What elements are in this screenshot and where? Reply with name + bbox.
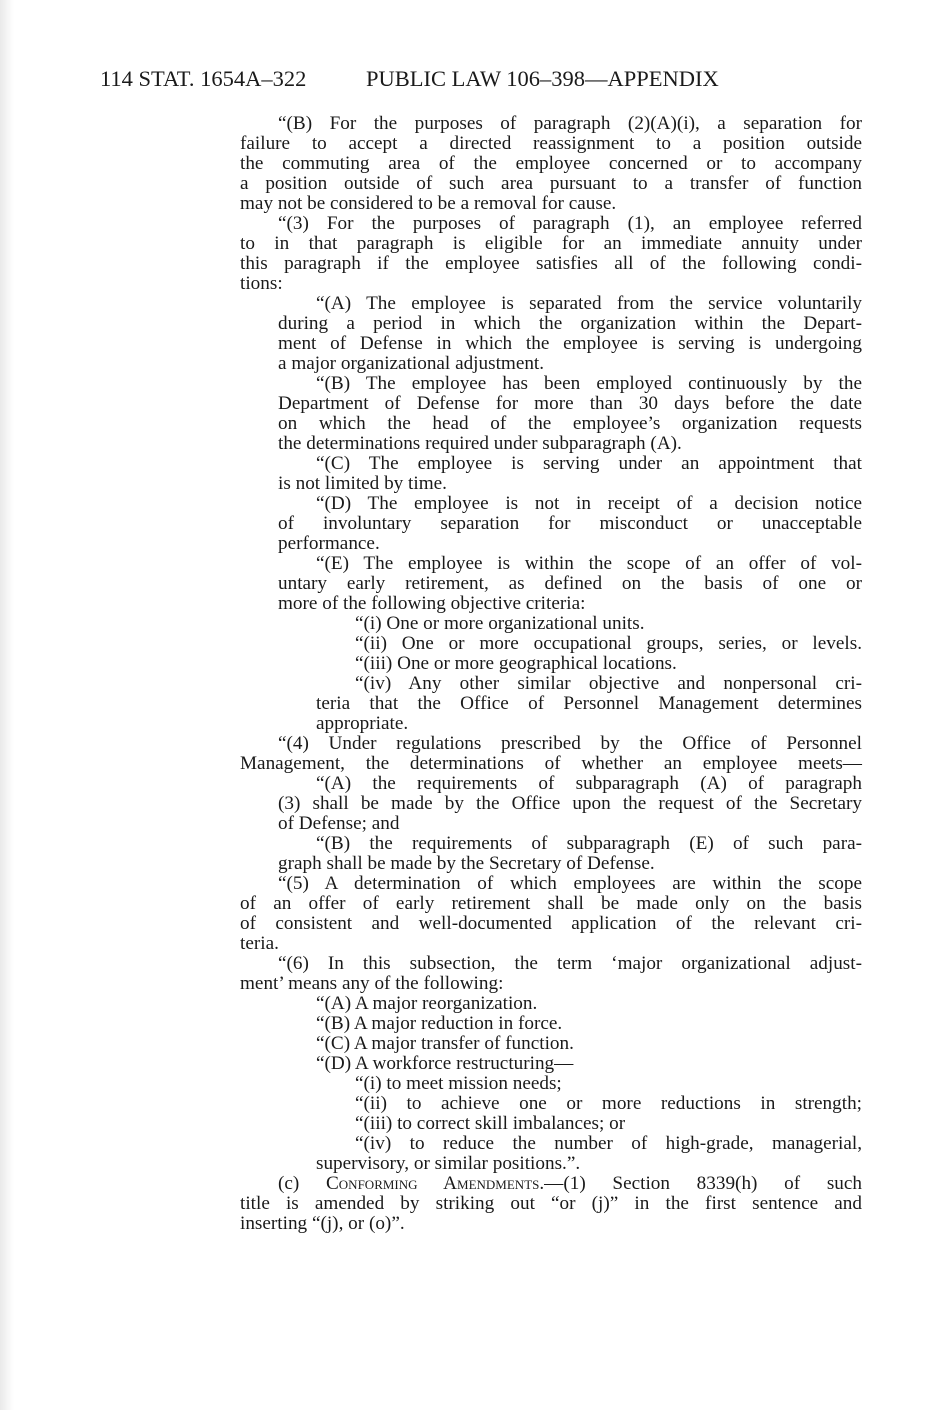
text-line: “(iv) Any other similar objective and nonpersonal cri- bbox=[355, 673, 862, 694]
text-line: “(C) A major transfer of function. bbox=[316, 1033, 574, 1054]
text-line: (c) Conforming Amendments.—(1) Section 8339(h) of such bbox=[278, 1173, 862, 1194]
text-line: “(B) The employee has been employed continuously by the bbox=[316, 373, 862, 394]
text-line: supervisory, or similar positions.”. bbox=[316, 1153, 581, 1174]
text-line: performance. bbox=[278, 533, 380, 554]
text-line: “(B) the requirements of subparagraph (E) of such para- bbox=[316, 833, 862, 854]
text-line: title is amended by striking out “or (j)” in the first sentence and bbox=[240, 1193, 862, 1214]
text-line: “(i) One or more organizational units. bbox=[355, 613, 645, 634]
text-line: a major organizational adjustment. bbox=[278, 353, 545, 374]
page-header bbox=[100, 64, 870, 94]
page-edge-shadow bbox=[0, 0, 14, 1410]
text-line: to in that paragraph is eligible for an immediate annuity under bbox=[240, 233, 862, 254]
text-line: the commuting area of the employee concerned or to accompany bbox=[240, 153, 862, 174]
text-line: “(E) The employee is within the scope of an offer of vol- bbox=[316, 553, 862, 574]
text-line: of an offer of early retirement shall be made only on the basis bbox=[240, 893, 862, 914]
text-line: “(D) The employee is not in receipt of a decision notice bbox=[316, 493, 862, 514]
text-line: “(3) For the purposes of paragraph (1), an employee referred bbox=[278, 213, 862, 234]
text-line: of involuntary separation for misconduct or unacceptable bbox=[278, 513, 862, 534]
text-line: during a period in which the organization within the Depart- bbox=[278, 313, 862, 334]
text-line: graph shall be made by the Secretary of Defense. bbox=[278, 853, 655, 874]
text-line: Management, the determinations of whether an employee meets— bbox=[240, 753, 862, 774]
text-line: “(B) For the purposes of paragraph (2)(A)(i), a separation for bbox=[278, 113, 862, 134]
text-line: untary early retirement, as defined on the basis of one or bbox=[278, 573, 862, 594]
text-line: teria that the Office of Personnel Management determines bbox=[316, 693, 862, 714]
text-line: a position outside of such area pursuant to a transfer of function bbox=[240, 173, 862, 194]
text-line: appropriate. bbox=[316, 713, 409, 734]
text-line: “(A) A major reorganization. bbox=[316, 993, 538, 1014]
text-line: failure to accept a directed reassignment to a position outside bbox=[240, 133, 862, 154]
text-line: is not limited by time. bbox=[278, 473, 447, 494]
text-line: “(ii) to achieve one or more reductions in strength; bbox=[355, 1093, 862, 1114]
text-line: this paragraph if the employee satisfies all of the following condi- bbox=[240, 253, 862, 274]
text-line: Department of Defense for more than 30 days before the date bbox=[278, 393, 862, 414]
text-line: “(A) the requirements of subparagraph (A) of paragraph bbox=[316, 773, 862, 794]
text-line: “(4) Under regulations prescribed by the Office of Personnel bbox=[278, 733, 862, 754]
text-line: of Defense; and bbox=[278, 813, 400, 834]
text-line: may not be considered to be a removal for cause. bbox=[240, 193, 617, 214]
text-line: “(D) A workforce restructuring— bbox=[316, 1053, 574, 1074]
text-line: (3) shall be made by the Office upon the request of the Secretary bbox=[278, 793, 862, 814]
text-line: “(A) The employee is separated from the service voluntarily bbox=[316, 293, 862, 314]
text-line: “(i) to meet mission needs; bbox=[355, 1073, 562, 1094]
text-line: inserting “(j), or (o)”. bbox=[240, 1213, 405, 1234]
text-line: “(5) A determination of which employees are within the scope bbox=[278, 873, 862, 894]
text-line: “(B) A major reduction in force. bbox=[316, 1013, 563, 1034]
text-line: “(6) In this subsection, the term ‘major organizational adjust- bbox=[278, 953, 862, 974]
text-line: tions: bbox=[240, 273, 283, 294]
text-line: “(iv) to reduce the number of high-grade, managerial, bbox=[355, 1133, 862, 1154]
text-line: “(iii) to correct skill imbalances; or bbox=[355, 1113, 626, 1134]
text-line: “(C) The employee is serving under an appointment that bbox=[316, 453, 862, 474]
page-reference: 114 STAT. 1654A–322 bbox=[100, 66, 307, 91]
text-line: the determinations required under subparagraph (A). bbox=[278, 433, 682, 454]
text-line: of consistent and well-documented application of the relevant cri- bbox=[240, 913, 862, 934]
text-line: ment of Defense in which the employee is serving is undergoing bbox=[278, 333, 862, 354]
text-line: more of the following objective criteria: bbox=[278, 593, 586, 614]
section-heading-smallcaps: Conforming Amendments bbox=[326, 1173, 540, 1194]
text-line: “(iii) One or more geographical locations. bbox=[355, 653, 677, 674]
law-title: PUBLIC LAW 106–398—APPENDIX bbox=[366, 66, 719, 91]
text-line: “(ii) One or more occupational groups, series, or levels. bbox=[355, 633, 862, 654]
text-line: teria. bbox=[240, 933, 279, 954]
text-line: on which the head of the employee’s organization requests bbox=[278, 413, 862, 434]
text-line: ment’ means any of the following: bbox=[240, 973, 504, 994]
